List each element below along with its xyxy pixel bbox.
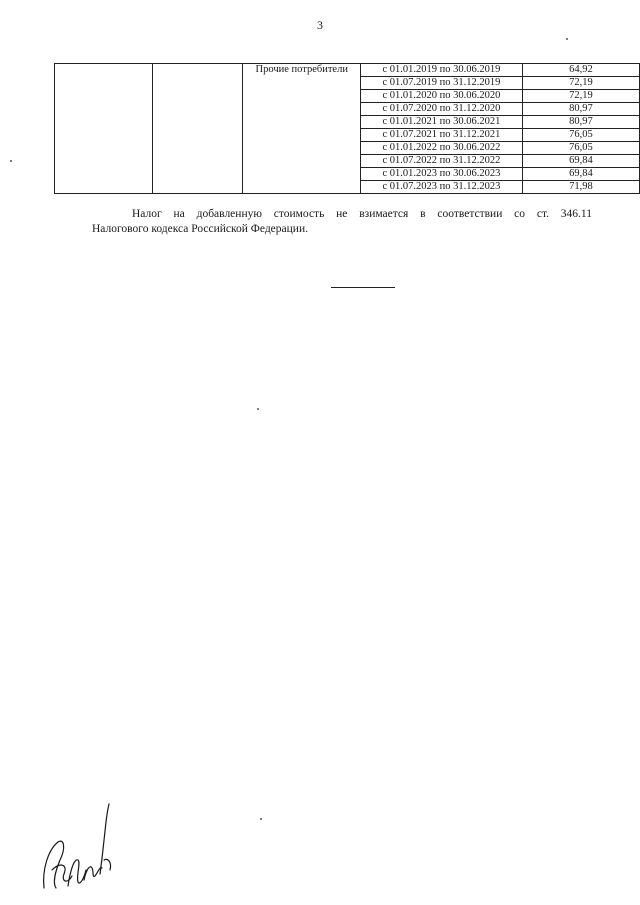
table-row (55, 64, 640, 77)
tariff-value-cell: 69,84 (522, 168, 639, 181)
scan-speck (10, 160, 12, 162)
vat-note-line-2: Налогового кодекса Российской Федерации. (92, 223, 308, 235)
empty-cell (153, 64, 243, 194)
tariff-value-cell: 72,19 (522, 90, 639, 103)
end-of-document-rule (331, 287, 395, 288)
period-cell: с 01.07.2022 по 31.12.2022 (361, 155, 523, 168)
handwritten-signature (38, 800, 118, 895)
tariff-value-cell: 76,05 (522, 142, 639, 155)
scan-speck (257, 408, 259, 410)
period-cell: с 01.07.2021 по 31.12.2021 (361, 129, 523, 142)
tariff-value-cell: 71,98 (522, 181, 639, 194)
tariff-value-cell: 64,92 (522, 64, 639, 77)
tariff-value-cell: 76,05 (522, 129, 639, 142)
vat-note-line-1: Налог на добавленную стоимость не взимается в соответствии со ст. 346.11 (132, 208, 592, 220)
period-cell: с 01.07.2023 по 31.12.2023 (361, 181, 523, 194)
tariff-value-cell: 80,97 (522, 103, 639, 116)
period-cell: с 01.01.2022 по 30.06.2022 (361, 142, 523, 155)
period-cell: с 01.01.2023 по 30.06.2023 (361, 168, 523, 181)
page-number: 3 (317, 18, 323, 32)
period-cell: с 01.01.2021 по 30.06.2021 (361, 116, 523, 129)
tariff-table-body (55, 64, 640, 194)
period-cell: с 01.07.2019 по 31.12.2019 (361, 77, 523, 90)
scan-speck (260, 818, 262, 820)
period-cell: с 01.07.2020 по 31.12.2020 (361, 103, 523, 116)
consumer-group-cell: Прочие потребители (243, 64, 361, 194)
period-cell: с 01.01.2019 по 30.06.2019 (361, 64, 523, 77)
tariff-value-cell: 69,84 (522, 155, 639, 168)
empty-cell (55, 64, 153, 194)
scan-speck (566, 38, 568, 40)
vat-note (92, 207, 592, 237)
tariff-table (54, 63, 640, 194)
tariff-value-cell: 80,97 (522, 116, 639, 129)
tariff-value-cell: 72,19 (522, 77, 639, 90)
period-cell: с 01.01.2020 по 30.06.2020 (361, 90, 523, 103)
